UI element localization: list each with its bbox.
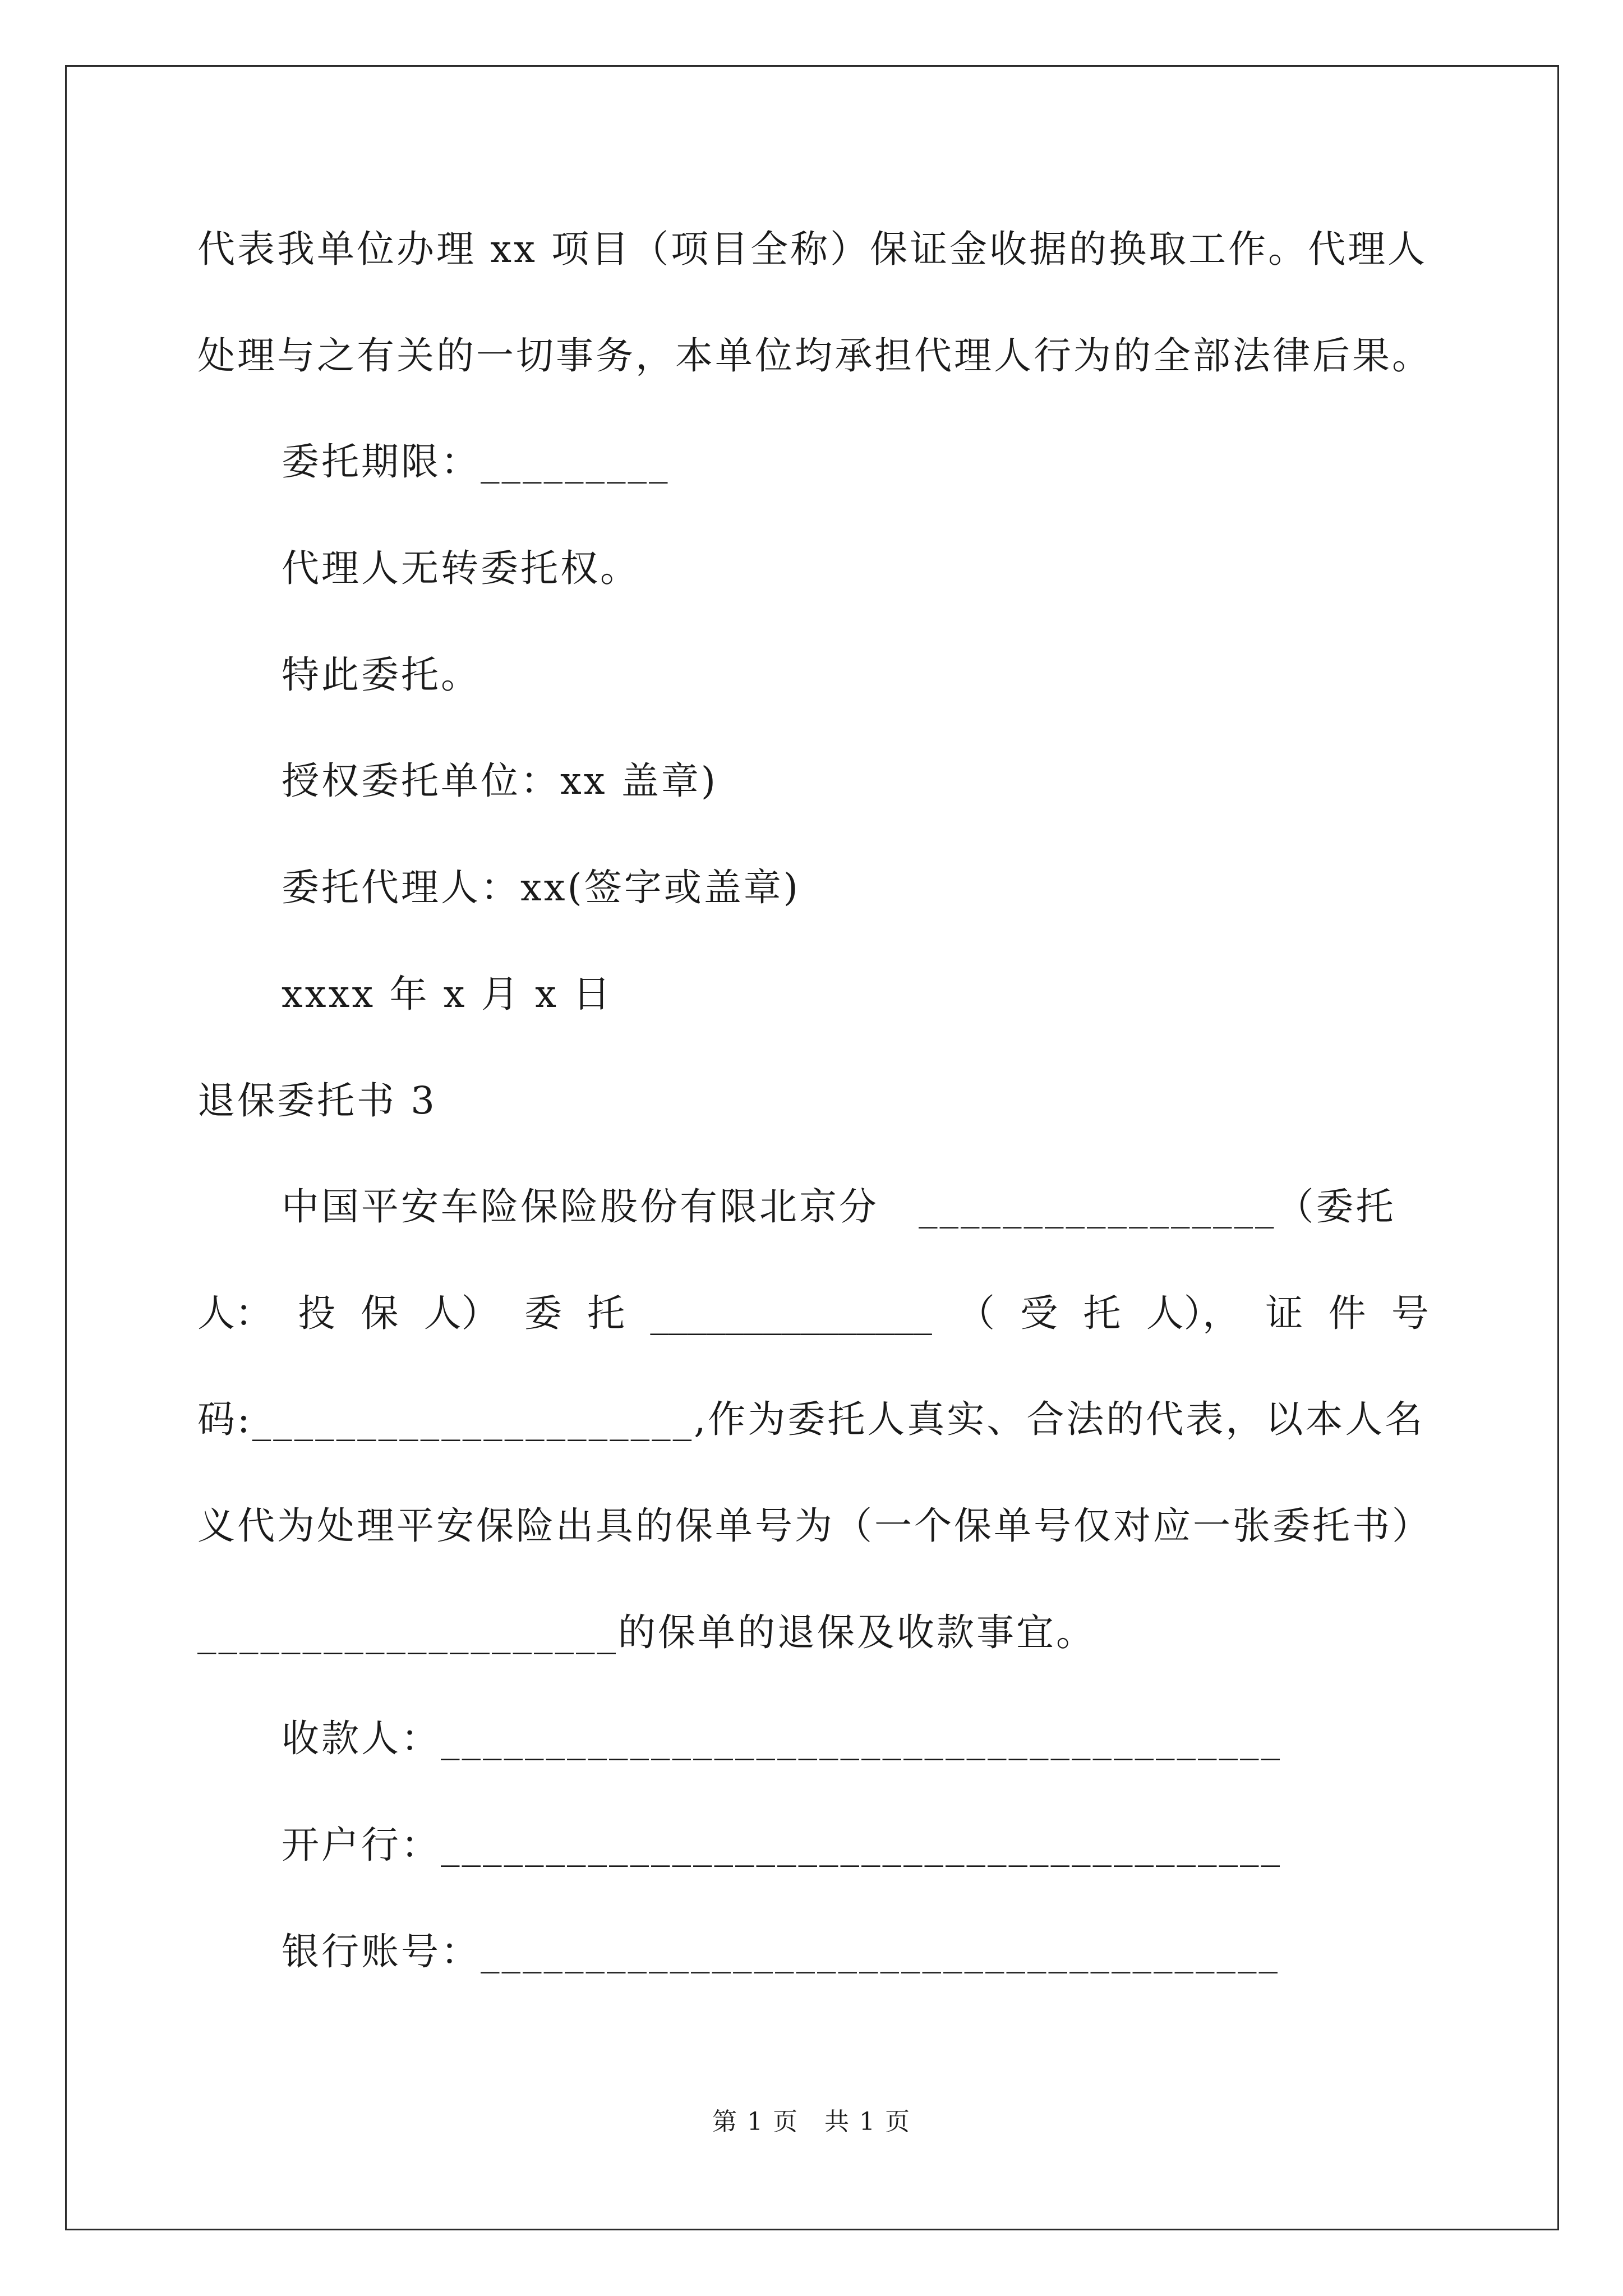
- no-sub-delegation-text: 代理人无转委托权。: [282, 546, 640, 590]
- payee-field: 收款人：________________________________________: [282, 1717, 1282, 1760]
- page-border: [65, 65, 1559, 2230]
- term-field: 委托期限：_________: [282, 440, 670, 484]
- body-line-1: 代表我单位办理 xx 项目（项目全称）保证金收据的换取工作。代理人: [197, 227, 1428, 271]
- bank-field: 开户行：________________________________________: [282, 1823, 1282, 1867]
- surrender-line-5: ____________________的保单的退保及收款事宜。: [197, 1611, 1096, 1654]
- word: 件: [1328, 1291, 1366, 1335]
- agent-field: 委托代理人：xx(签字或盖章): [282, 866, 800, 909]
- word: 托: [587, 1291, 625, 1335]
- surrender-line-4: 义代为处理平安保险出具的保单号为（一个保单号仅对应一张委托书）: [197, 1504, 1432, 1548]
- word: （: [957, 1291, 995, 1335]
- word: 人）: [423, 1291, 499, 1335]
- word: 委: [524, 1291, 562, 1335]
- account-number-field: 银行账号：______________________________________: [282, 1930, 1280, 1973]
- surrender-line-1: 中国平安车险保险股份有限北京分 _________________（委托: [282, 1185, 1396, 1228]
- authorizing-unit-field: 授权委托单位：xx 盖章): [282, 759, 718, 803]
- word: 投: [298, 1291, 336, 1335]
- word: 号: [1391, 1291, 1429, 1335]
- surrender-line-3: 码:_____________________,作为委托人真实、合法的代表，以本人名: [197, 1397, 1425, 1441]
- word: 受: [1020, 1291, 1058, 1335]
- page-number: 第 1 页 共 1 页: [712, 2108, 911, 2136]
- word: 人：: [197, 1291, 273, 1335]
- date-field: xxxx 年 x 月 x 日: [282, 972, 613, 1016]
- surrender-line-2: [197, 1291, 1429, 1336]
- word: 证: [1265, 1291, 1303, 1335]
- body-line-2: 处理与之有关的一切事务，本单位均承担代理人行为的全部法律后果。: [197, 334, 1432, 378]
- word: 托: [1083, 1291, 1121, 1335]
- word: 人），: [1146, 1291, 1241, 1335]
- blank-field: _______________: [650, 1291, 932, 1335]
- word: 保: [361, 1291, 399, 1335]
- hereby-entrust-text: 特此委托。: [282, 653, 481, 697]
- section-title: 退保委托书 3: [197, 1079, 437, 1122]
